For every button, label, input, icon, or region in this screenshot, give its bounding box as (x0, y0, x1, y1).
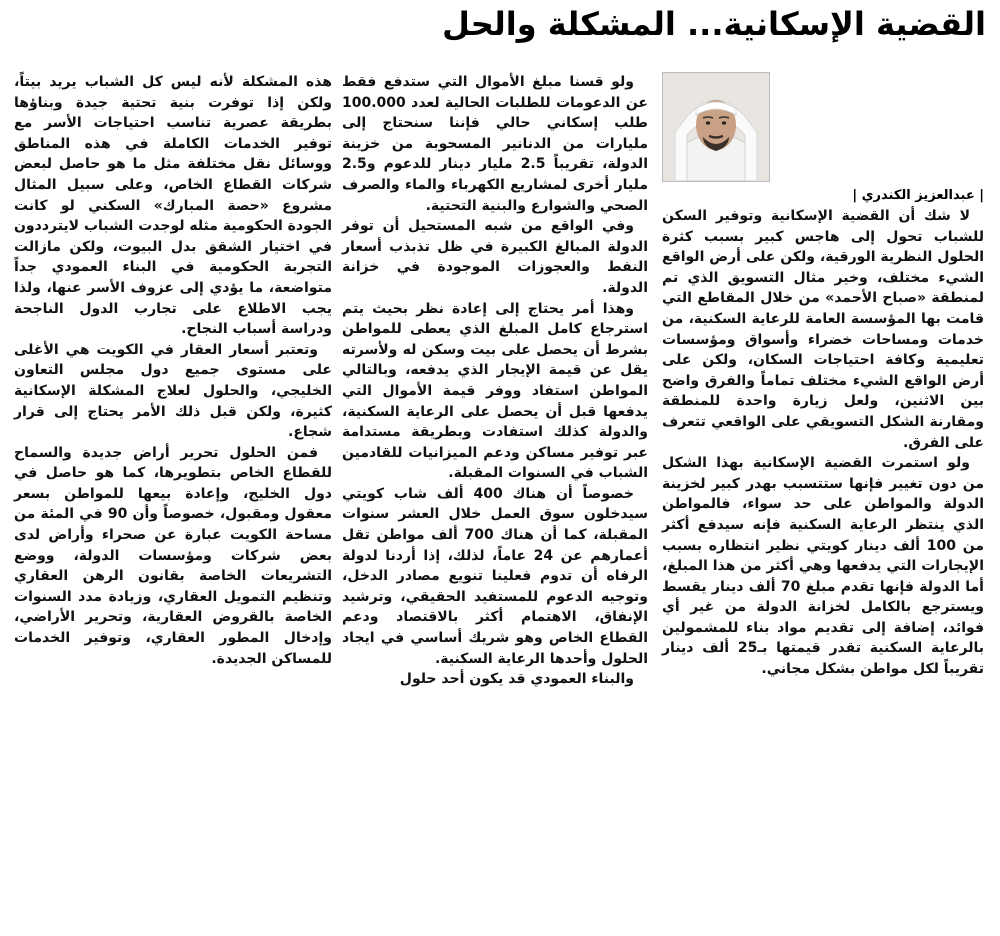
paragraph: هذه المشكلة لأنه ليس كل الشباب يريد بيتاً، ولكن إذا توفرت بنية تحتية جيدة وبناؤها بطريقة عصرية تناسب احتياجات الأسر مع توفير الخدمات الكاملة في هذه المناطق ووسائل نقل مختلفة مثل ما هو حاصل لبعض شركات القطاع الخاص، وعلى سبيل المثال مشروع «حصة المبارك» السكني لو كانت الجودة الحكومية مثله لوجدت الشباب لايترددون في اختيار الشقق بدل البيوت، ولكن مازالت التجربة الحكومية في البناء العمودي جداً متواضعة، ما يؤدي إلى عزوف الأسر عنها، ولذا يجب الاطلاع على تجارب الدول الناجحة ودراسة أسباب النجاح. (13, 74, 332, 338)
article-headline: القضية الإسكانية... المشكلة والحل (442, 5, 986, 43)
article-column-1 (662, 206, 984, 680)
paragraph: وفي الواقع من شبه المستحيل أن توفر الدولة المبالغ الكبيرة في ظل تذبذب أسعار النفط والعجوزات الموجودة في خزانة الدولة. (342, 218, 648, 296)
paragraph: والبناء العمودي قد يكون أحد حلول (399, 671, 634, 688)
paragraph: خصوصاً أن هناك 400 ألف شاب كويتي سيدخلون سوق العمل خلال العشر سنوات المقبلة، كما أن هناك 700 ألف مواطن تقل أعمارهم عن 24 عاماً، لذلك، إذا أردنا لدولة الرفاه أن تدوم فعلينا تنويع مصادر الدخل، وتوجيه الدعوم للمستفيد الحقيقي، وترشيد الإنفاق، الاهتمام أكثر بالاقتصاد ودعم القطاع الخاص وهو شريك أساسي في ايجاد الحلول وأحدها الرعاية السكنية. (342, 485, 648, 667)
paragraph: ولو قسنا مبلغ الأموال التي ستدفع فقط عن الدعومات للطلبات الحالية لعدد 100.000 طلب إسكاني حالي فإننا سنحتاج إلى مليارات من الدنانير المسحوبة من خزينة الدولة، تقريباً 2.5 مليار دينار للدعوم و2.5 مليار أخرى لمشاريع الكهرباء والماء والصرف الصحي والشوارع والبنية التحتية. (342, 74, 648, 214)
paragraph: وهذا أمر يحتاج إلى إعادة نظر بحيث يتم استرجاع كامل المبلغ الذي يعطى للمواطن بشرط أن يحصل على بيت وسكن له ولأسرته يقل عن قيمة الإيجار الذي يدفعه، وبالتالي المواطن استفاد ووفر قيمة الأموال التي يدفعها قبل أن يحصل على الرعاية السكنية، والدولة كذلك استفادت وبطريقة مستدامة عبر توفير مساكن ودعم الميزانيات للقادمين الشباب في السنوات المقبلة. (342, 300, 648, 482)
byline-separator: | (979, 188, 984, 203)
paragraph: فمن الحلول تحرير أراض جديدة والسماح للقطاع الخاص بتطويرها، كما هو حاصل في دول الخليج، وإعادة بيعها للمواطن بسعر معقول ومقبول، خصوصاً وأن 90 في المئة من مساحة الكويت عبارة عن صحراء وأراض لدى بعض شركات ومؤسسات الدولة، ووضع التشريعات الخاصة بقانون الرهن العقاري وتنظيم التمويل العقاري، وزيادة مدد السنوات الخاصة بالقروض العقارية، وتحرير الأراضي، وإدخال المطور العقاري، وتوفير الخدمات للمساكن الجديدة. (14, 444, 332, 667)
author-portrait-illustration (663, 73, 769, 181)
paragraph: وتعتبر أسعار العقار في الكويت هي الأغلى على مستوى جميع دول مجلس التعاون الخليجي، والحلول لعلاج المشكلة الإسكانية كثيرة، ولكن قبل ذلك الأمر يحتاج إلى قرار شجاع. (14, 341, 332, 441)
paragraph: لا شك أن القضية الإسكانية وتوفير السكن للشباب تحول إلى هاجس كبير بسبب كثرة الحلول النظرية الورقية، ولكن على أرض الواقع الشيء مختلف، وخير مثال التسويق الذي تم لمنطقة «صباح الأحمد» من خلال المقاطع التي قامت بها المؤسسة العامة للرعاية السكنية، من خدمات ومساحات خضراء وأسواق ومؤسسات تعليمية وكافة احتياجات السكان، ولكن على أرض الواقع الشيء مختلف تماماً والفرق واضح بين الاثنين، ولعل زيارة واحدة للمنطقة ومقارنة الشكل التسويقي على الواقعي تتعرف على الفرق. (662, 208, 984, 451)
author-name: عبدالعزيز الكندري (861, 188, 975, 203)
author-photo (662, 72, 770, 182)
author-byline (774, 186, 984, 206)
article-column-3 (14, 72, 332, 669)
byline-separator-end: | (852, 188, 858, 203)
author-photo-frame (662, 72, 770, 212)
paragraph: ولو استمرت القضية الإسكانية بهذا الشكل من دون تغيير فإنها ستتسبب بهدر كبير لخزينة الدولة والمواطن على حد سواء، فالمواطن الذي ينتظر الرعاية السكنية فإنه سيدفع أكثر من 100 ألف دينار كويتي نظير انتظاره بسبب الإيجارات التي يدفعها وهي أكثر من هذا المبلغ، أما الدولة فإنها تقدم مبلغ 70 ألف دينار يقسط ويسترجع بالكامل لخزانة الدولة من غير أي فوائد، إضافة إلى تقديم مواد بناء للمشمولين بالرعاية السكنية تقدر قيمتها بـ25 ألف دينار تقريباً لكل مواطن بشكل مجاني. (662, 455, 984, 678)
article-column-2 (342, 72, 648, 690)
